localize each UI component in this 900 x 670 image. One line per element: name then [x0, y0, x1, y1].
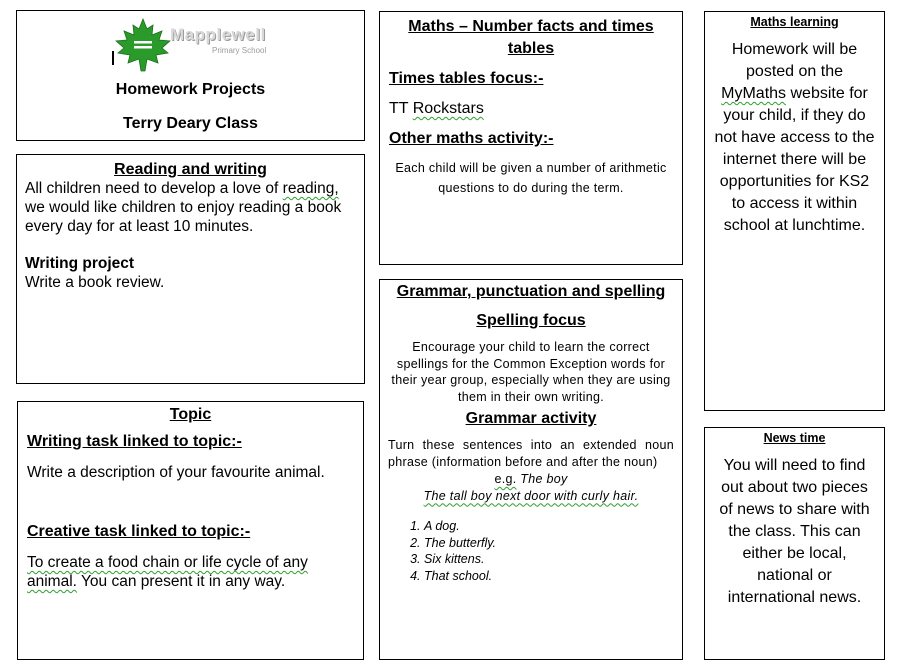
topic-heading: Topic: [169, 406, 212, 423]
reading-writing-box: [16, 154, 365, 384]
maths-learning-start: Homework will be posted on the: [731, 41, 858, 80]
header-box: [16, 10, 365, 141]
reading-body: [25, 179, 356, 236]
writing-project-label: Writing project: [25, 255, 135, 272]
page-title: Homework Projects: [115, 81, 266, 98]
reading-body-end: we would like children to enjoy reading a book every day for at least 10 minutes.: [25, 199, 342, 235]
example-short: The boy: [516, 472, 568, 486]
writing-project-text: Write a book review.: [25, 274, 165, 291]
maths-learning-marked: MyMaths: [721, 85, 787, 102]
other-maths-label: Other maths activity:-: [389, 130, 554, 147]
class-name: Terry Deary Class: [123, 115, 258, 132]
reading-body-start: All children need to develop a love of: [25, 180, 283, 197]
grammar-box: [379, 279, 683, 660]
maple-leaf-icon: [112, 17, 174, 73]
maths-learning-end: website for your child, if they do not have access to the internet there will be opportunities for KS2 to access it within school at lunchtime.: [714, 85, 875, 234]
times-tables-label: Times tables focus:-: [389, 70, 544, 87]
maths-learning-body: [713, 39, 876, 237]
reading-body-marked: reading,: [282, 180, 339, 197]
grammar-activity-heading: Grammar activity: [465, 410, 597, 427]
creative-task-end: You can present it in any way.: [76, 573, 286, 590]
news-body: You will need to find out about two pieces of news to share with the class. This can either be local, national or international news.: [719, 457, 870, 606]
maths-box: [379, 11, 683, 265]
other-maths-text: Each child will be given a number of arithmetic questions to do during the term.: [395, 161, 667, 195]
maths-title: Maths – Number facts and times tables: [408, 18, 654, 57]
grammar-activity-text: Turn these sentences into an extended noun phrase (information before and after the noun): [388, 438, 674, 469]
creative-task-marked: To create a food chain or life cycle of any animal.: [27, 554, 308, 590]
news-title: News time: [763, 431, 826, 445]
logo-name: Mapplewell: [170, 25, 266, 44]
maths-learning-box: [704, 11, 885, 411]
sentence-list: [388, 518, 674, 584]
example-prefix: e.g.: [494, 472, 517, 486]
school-logo: [112, 17, 282, 73]
list-item: 1. A dog.: [424, 518, 674, 535]
times-tables-name: Rockstars: [412, 100, 484, 117]
list-item: 3. Six kittens.: [424, 551, 674, 568]
writing-task-label: Writing task linked to topic:-: [27, 433, 242, 450]
example-long: The tall boy next door with curly hair.: [423, 488, 639, 503]
spelling-heading: Spelling focus: [476, 312, 586, 329]
example-line: [388, 471, 674, 488]
creative-task-text: [27, 553, 354, 591]
list-item: 4. That school.: [424, 568, 674, 585]
spelling-text: Encourage your child to learn the correct spellings for the Common Exception words for their year group, especially when they are using them in their own writing.: [391, 340, 671, 404]
grammar-title: Grammar, punctuation and spelling: [396, 283, 666, 300]
times-tables-prefix: TT: [389, 100, 413, 117]
list-item: 2. The butterfly.: [424, 535, 674, 552]
text-cursor: [112, 51, 114, 65]
reading-heading: Reading and writing: [114, 161, 267, 178]
writing-task-text: Write a description of your favourite animal.: [27, 464, 325, 481]
maths-learning-title: Maths learning: [750, 15, 839, 29]
topic-box: [17, 401, 364, 660]
creative-task-label: Creative task linked to topic:-: [27, 523, 251, 540]
news-time-box: [704, 427, 885, 660]
logo-subtitle: Primary School: [212, 46, 267, 55]
times-tables-text: [389, 100, 673, 118]
